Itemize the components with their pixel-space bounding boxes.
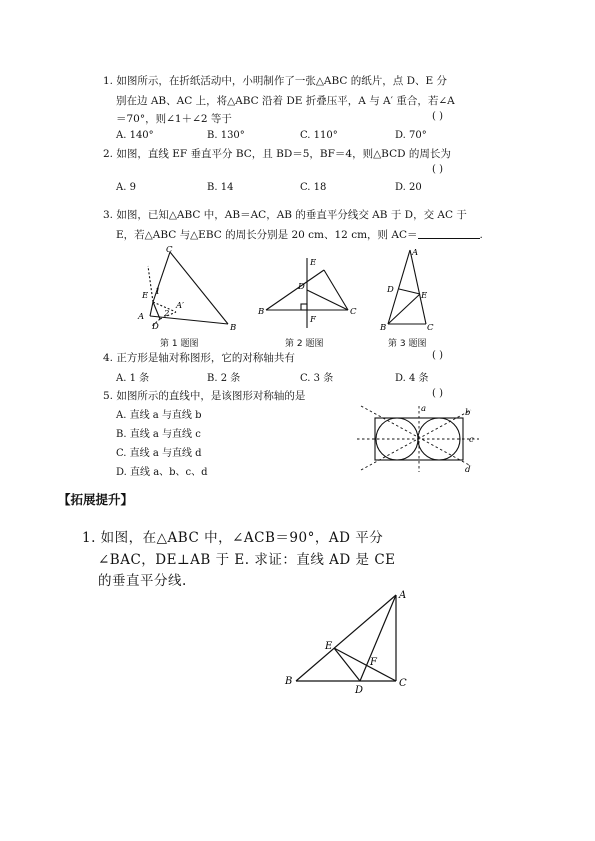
fig1-label-aprime: A′ xyxy=(176,301,185,311)
q4-option-c: C. 3 条 xyxy=(300,373,334,384)
q1-line1: 1. 如图所示，在折纸活动中，小明制作了一张△ABC 的纸片，点 D、E 分 xyxy=(103,75,448,87)
q1-option-a: A. 140° xyxy=(116,130,154,141)
fig2-label-b: B xyxy=(258,307,265,317)
q5-line-a-label: a xyxy=(421,404,427,414)
q2-option-c: C. 18 xyxy=(300,182,327,193)
q5-line1: 5. 如图所示的直线中，是该图形对称轴的是 xyxy=(103,390,306,402)
ext1-label-e: E xyxy=(325,641,333,652)
ext1-label-b: B xyxy=(285,676,293,687)
fig1-label-angle1: 1 xyxy=(155,287,161,297)
ext1-label-c: C xyxy=(399,678,407,689)
ext1-line2: ∠BAC，DE⊥AB 于 E. 求证：直线 AD 是 CE xyxy=(98,552,396,568)
fig2-label-d: D xyxy=(298,282,305,292)
fig3-label-e: E xyxy=(421,291,428,301)
q5-answer-paren: ( ) xyxy=(432,388,443,399)
q5-line-c-label: c xyxy=(469,435,474,445)
q3-line2: E，若△ABC 与△EBC 的周长分别是 20 cm、12 cm，则 AC＝ . xyxy=(116,229,483,241)
q1-answer-paren: ( ) xyxy=(432,111,443,122)
ext1-triangle-diagram xyxy=(282,585,412,695)
q4-option-d: D. 4 条 xyxy=(395,373,429,384)
fig1-label-a: A xyxy=(138,312,145,322)
section-title: 【拓展提升】 xyxy=(58,492,134,507)
ext1-line1: 1. 如图，在△ABC 中，∠ACB＝90°，AD 平分 xyxy=(82,530,384,546)
fig1-triangle-diagram xyxy=(128,246,243,331)
fig1-label-e: E xyxy=(142,291,149,301)
ext1-label-d: D xyxy=(355,685,364,696)
fig3-caption: 第 3 题图 xyxy=(388,339,427,349)
q1-line3: ＝70°，则∠1＋∠2 等于 xyxy=(116,113,232,125)
q1-option-c: C. 110° xyxy=(300,130,338,141)
q4-option-b: B. 2 条 xyxy=(207,373,241,384)
q2-option-a: A. 9 xyxy=(116,182,136,193)
q4-answer-paren: ( ) xyxy=(432,350,443,361)
fig3-triangle-diagram xyxy=(378,246,448,332)
fig3-label-a: A xyxy=(412,248,419,258)
fig1-caption: 第 1 题图 xyxy=(160,339,199,349)
fig2-label-c: C xyxy=(350,307,357,317)
q5-line-d-label: d xyxy=(465,465,471,475)
fig3-label-b: B xyxy=(380,323,387,333)
q4-option-a: A. 1 条 xyxy=(116,373,150,384)
q5-option-d: D. 直线 a、b、c、d xyxy=(116,467,208,478)
q5-option-b: B. 直线 a 与直线 c xyxy=(116,429,201,440)
ext1-line3: 的垂直平分线. xyxy=(98,573,187,589)
ext1-label-a: A xyxy=(399,590,407,601)
fig1-label-b: B xyxy=(230,323,237,333)
fig2-triangle-diagram xyxy=(258,256,368,334)
fig1-label-d: D xyxy=(152,322,159,332)
fig2-caption: 第 2 题图 xyxy=(285,339,324,349)
q1-option-b: B. 130° xyxy=(207,130,245,141)
q1-line2: 别在边 AB、AC 上，将△ABC 沿着 DE 折叠压平，A 与 A′ 重合，若∠A xyxy=(116,95,455,107)
q5-option-c: C. 直线 a 与直线 d xyxy=(116,448,202,459)
fig1-label-angle2: 2 xyxy=(164,309,170,319)
q3-answer-blank xyxy=(418,228,480,239)
q5-symmetry-figure xyxy=(355,402,480,474)
q2-option-b: B. 14 xyxy=(207,182,234,193)
q3-line1: 3. 如图，已知△ABC 中，AB＝AC，AB 的垂直平分线交 AB 于 D，交 AC 于 xyxy=(103,209,467,221)
fig2-label-f: F xyxy=(310,315,316,325)
fig3-label-d: D xyxy=(387,285,394,295)
q1-option-d: D. 70° xyxy=(395,130,427,141)
ext1-label-f: F xyxy=(370,657,377,668)
fig3-label-c: C xyxy=(427,323,434,333)
q5-line-b-label: b xyxy=(465,408,471,418)
q3-line2-text: E，若△ABC 与△EBC 的周长分别是 20 cm、12 cm，则 AC＝ xyxy=(116,229,418,241)
q2-option-d: D. 20 xyxy=(395,182,422,193)
q2-answer-paren: ( ) xyxy=(432,164,443,175)
q5-option-a: A. 直线 a 与直线 b xyxy=(116,410,202,421)
q2-line1: 2. 如图，直线 EF 垂直平分 BC，且 BD＝5，BF＝4，则△BCD 的周长为 xyxy=(103,148,451,160)
fig2-label-e: E xyxy=(310,258,317,268)
fig1-label-c: C xyxy=(166,245,173,255)
q4-line1: 4. 正方形是轴对称图形，它的对称轴共有 xyxy=(103,352,295,364)
